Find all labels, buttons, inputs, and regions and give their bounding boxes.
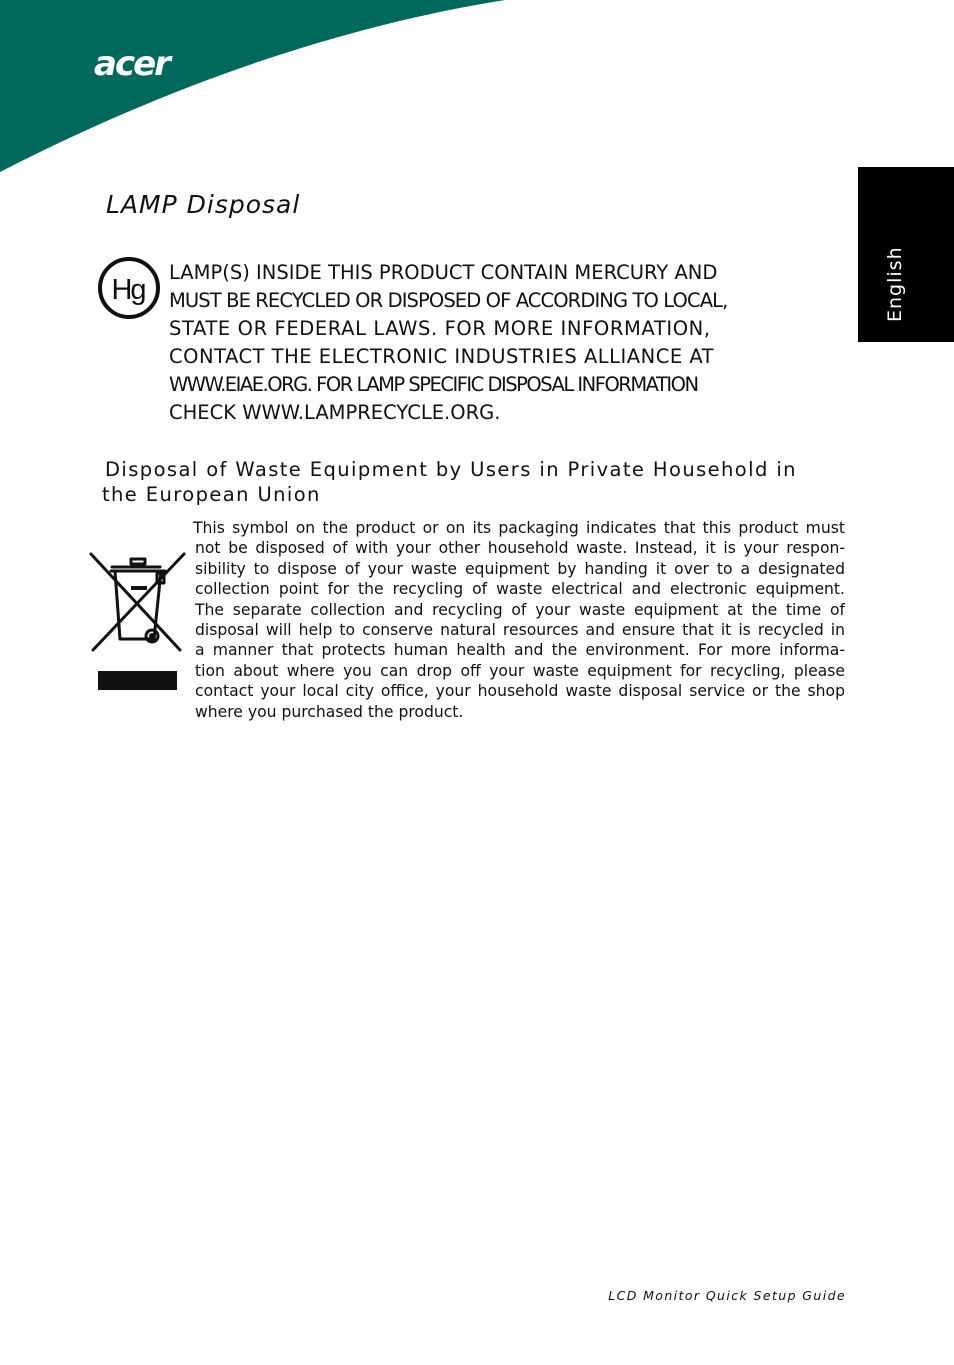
- weee-title-line: the European Union: [102, 483, 321, 506]
- lamp-disposal-title: LAMP Disposal: [106, 190, 301, 219]
- weee-body-text: [193, 518, 845, 722]
- mercury-warning-text: [169, 259, 809, 427]
- acer-logo: acer: [94, 44, 169, 84]
- mercury-warning-line: CHECK WWW.LAMPRECYCLE.ORG.: [169, 401, 501, 424]
- mercury-warning-line: MUST BE RECYCLED OR DISPOSED OF ACCORDING TO LOCAL,: [169, 289, 728, 312]
- weee-body-line: where you purchased the product.: [195, 702, 464, 721]
- mercury-symbol: Hg: [111, 274, 145, 306]
- weee-body-line: tion about where you can drop off your waste equipment for recycling, please: [195, 661, 845, 680]
- mercury-hg-icon: [97, 256, 161, 320]
- header-swoosh: [0, 0, 954, 180]
- mercury-warning-line: STATE OR FEDERAL LAWS. FOR MORE INFORMATION,: [169, 317, 711, 340]
- crossed-out-wheelie-bin-icon: [88, 551, 188, 693]
- weee-body-line: This symbol on the product or on its packaging indicates that this product must: [193, 519, 845, 537]
- footer-guide-title: LCD Monitor Quick Setup Guide: [608, 1288, 846, 1303]
- weee-body-line: collection point for the recycling of waste electrical and electronic equipment.: [195, 580, 845, 599]
- weee-body-line: sibility to dispose of your waste equipment by handing it over to a designated: [195, 559, 845, 578]
- mercury-warning-line: WWW.EIAE.ORG. FOR LAMP SPECIFIC DISPOSAL INFORMATION: [169, 373, 698, 396]
- language-tab-label: English: [884, 246, 906, 322]
- mercury-warning-line: CONTACT THE ELECTRONIC INDUSTRIES ALLIANCE AT: [169, 345, 715, 368]
- weee-body-line: a manner that protects human health and the environment. For more informa-: [195, 641, 845, 660]
- weee-body-line: contact your local city office, your household waste disposal service or the shop: [195, 682, 845, 701]
- weee-body-line: The separate collection and recycling of your waste equipment at the time of: [195, 600, 845, 619]
- language-tab: [858, 167, 954, 342]
- weee-title-line: Disposal of Waste Equipment by Users in Private Household in: [105, 458, 797, 481]
- weee-body-line: disposal will help to conserve natural resources and ensure that it is recycled in: [195, 621, 845, 640]
- weee-section-title: [102, 457, 832, 507]
- weee-body-line: not be disposed of with your other household waste. Instead, it is your respon-: [195, 539, 845, 558]
- mercury-warning-line: LAMP(S) INSIDE THIS PRODUCT CONTAIN MERCURY AND: [169, 261, 718, 284]
